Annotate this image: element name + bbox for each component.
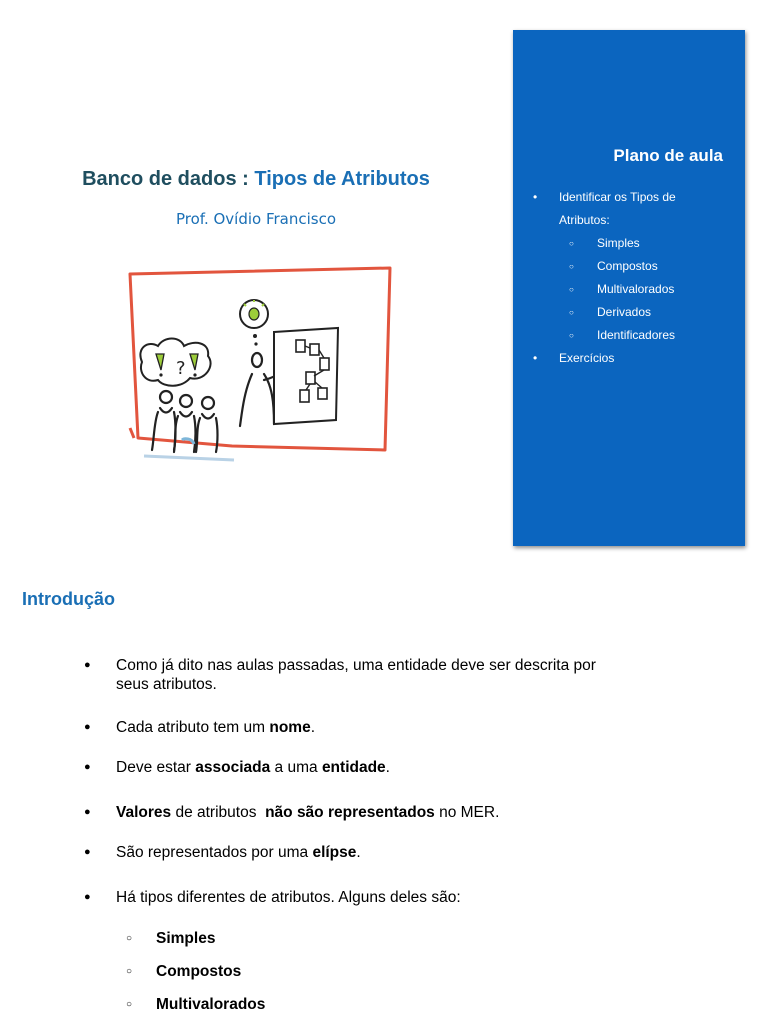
intro-bullet (84, 843, 604, 862)
bullet-bold-text: elípse (312, 844, 357, 861)
svg-text:?: ? (176, 358, 186, 379)
lesson-plan-subitem: ○ Compostos (559, 255, 723, 278)
lesson-plan-item-label: Identificar os Tipos de Atributos: (559, 190, 676, 227)
lesson-plan-item-label: Exercícios (559, 351, 615, 365)
bullet-text: . (356, 844, 361, 861)
author-name: Prof. Ovídio Francisco (175, 210, 337, 228)
lesson-plan-subitem: ○ Multivalorados (559, 278, 723, 301)
intro-bullet (84, 888, 604, 1014)
section-heading-introducao: Introdução (22, 589, 115, 609)
document-title (40, 168, 472, 191)
bullet-text: a uma (270, 759, 322, 776)
bullet-text: Deve estar (116, 759, 196, 776)
bullet-bold-text: entidade (321, 759, 386, 776)
title-highlight: Tipos de Atributos (254, 168, 430, 190)
lesson-plan-subitem: ○ Derivados (559, 301, 723, 324)
attribute-type-item: ○ Multivalorados (116, 995, 604, 1014)
bullet-text: Como já dito nas aulas passadas, uma entidade deve ser descrita por seus atributos. (116, 657, 596, 693)
lesson-plan-list (533, 186, 723, 370)
bullet-bold-text: associada (195, 759, 271, 776)
lesson-plan-panel (513, 30, 745, 546)
lesson-plan-title: Plano de aula (613, 146, 723, 165)
bullet-bold-text: não são representados (265, 804, 435, 821)
bullet-text: São representados por uma (116, 844, 313, 861)
bullet-text: no MER. (434, 804, 500, 821)
intro-bullet (84, 656, 604, 694)
intro-bullet (84, 718, 604, 737)
lesson-plan-item (533, 347, 723, 370)
attribute-types-list (116, 929, 604, 1014)
bullet-text: Há tipos diferentes de atributos. Alguns deles são: (116, 889, 461, 906)
lesson-plan-subitem: ○ Identificadores (559, 324, 723, 347)
intro-bullet-list (84, 656, 604, 1028)
bullet-text: de atributos (171, 804, 266, 821)
bullet-bold-text: Valores (116, 804, 172, 821)
lesson-plan-subitem: ○ Simples (559, 232, 723, 255)
bullet-text: Cada atributo tem um (116, 719, 270, 736)
bullet-text: . (385, 759, 390, 776)
bullet-text: . (310, 719, 316, 736)
presentation-illustration (124, 262, 396, 466)
lesson-plan-sublist (559, 232, 723, 347)
attribute-type-item: ○ Compostos (116, 962, 604, 981)
bullet-bold-text: nome (269, 719, 311, 736)
intro-bullet (84, 803, 604, 822)
lesson-plan-item (533, 186, 723, 347)
attribute-type-item: ○ Simples (116, 929, 604, 948)
title-prefix: Banco de dados : (82, 168, 255, 190)
intro-bullet (84, 758, 604, 777)
